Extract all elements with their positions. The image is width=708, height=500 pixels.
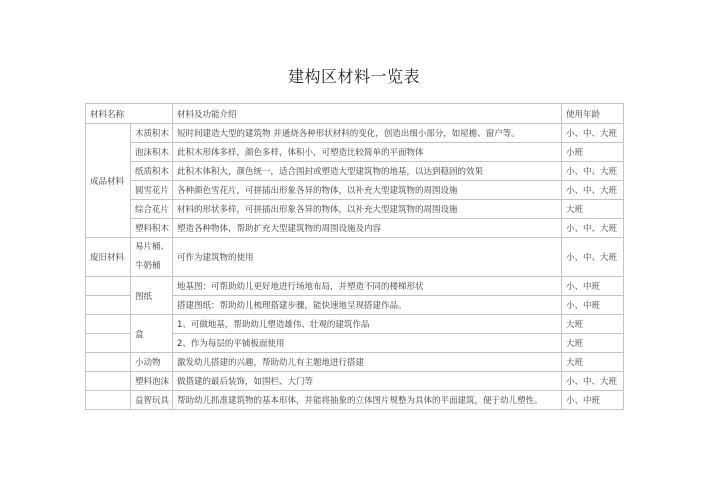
item-intro: 搭建图纸：帮助幼儿梳理搭建步骤，能快速地呈现搭建作品。 xyxy=(173,296,562,315)
item-intro: 可作为建筑物的使用 xyxy=(173,238,562,277)
empty-category-cell xyxy=(86,353,131,372)
page-title: 建构区材料一览表 xyxy=(287,67,420,86)
item-intro: 激发幼儿搭建的兴趣，帮助幼儿有主题地进行搭建 xyxy=(173,353,562,372)
category-finished: 成品材料 xyxy=(86,124,131,238)
empty-category-cell xyxy=(86,277,131,296)
item-intro: 此积木体积大，颜色统一，适合围封或塑造大型建筑物的地基，以达到稳固的效果 xyxy=(173,162,562,181)
header-material-name: 材料名称 xyxy=(86,104,173,124)
table-row xyxy=(86,277,624,296)
item-name: 综合花片 xyxy=(131,200,173,219)
item-age: 小班 xyxy=(562,143,624,162)
table-row xyxy=(86,353,624,372)
item-intro: 此积木形体多样，颜色多样，体积小，可塑造比较简单的平面物体 xyxy=(173,143,562,162)
table-row xyxy=(86,238,624,277)
table-row xyxy=(86,162,624,181)
item-age: 小、中班 xyxy=(562,277,624,296)
table-row xyxy=(86,200,624,219)
table-row xyxy=(86,391,624,410)
empty-category-cell xyxy=(86,391,131,410)
item-age: 小、中、大班 xyxy=(562,124,624,143)
table-header-row xyxy=(86,104,624,124)
item-intro: 材料的形状多样，可拼插出形象各异的物体，以补充大型建筑物的周围设施 xyxy=(173,200,562,219)
item-age: 大班 xyxy=(562,334,624,353)
item-age: 小、中班 xyxy=(562,391,624,410)
item-intro: 短时间建造大型的建筑物 并通烧各种形状材料的变化，创造出细小部分，如屋檐、窗户等。 xyxy=(173,124,562,143)
item-intro: 塑造各种物体，帮助扩充大型建筑物的周围设施及内容 xyxy=(173,219,562,238)
item-name: 圆雪花片 xyxy=(131,181,173,200)
item-age: 大班 xyxy=(562,315,624,334)
item-name: 小动物 xyxy=(131,353,173,372)
materials-table xyxy=(85,103,624,410)
table-row xyxy=(86,315,624,334)
item-age: 大班 xyxy=(562,353,624,372)
item-intro: 帮助幼儿抓准建筑物的基本形体，并能将抽象的立体图片规整为具体的平面建筑，便于幼儿塑性。 xyxy=(173,391,562,410)
header-age: 使用年龄 xyxy=(562,104,624,124)
item-name-line1: 易片桶、 xyxy=(135,242,170,252)
category-waste: 废旧材料 xyxy=(86,238,131,277)
item-age: 小、中、大班 xyxy=(562,162,624,181)
item-name: 纸质积木 xyxy=(131,162,173,181)
item-intro: 地基图：可帮助幼儿更好地进行场地布局，并塑造不同的楼梯形状 xyxy=(173,277,562,296)
item-intro: 2、作为每层的平铺板面使用 xyxy=(173,334,562,353)
empty-category-cell xyxy=(86,296,131,315)
item-intro: 做搭建的最后装饰，如围栏、大门等 xyxy=(173,372,562,391)
item-age: 小、中、大班 xyxy=(562,219,624,238)
item-name: 盒 xyxy=(131,315,173,353)
item-name: 塑料积木 xyxy=(131,219,173,238)
empty-category-cell xyxy=(86,315,131,334)
item-name: 木质积木 xyxy=(131,124,173,143)
empty-category-cell xyxy=(86,334,131,353)
item-name: 图纸 xyxy=(131,277,173,315)
table-row xyxy=(86,372,624,391)
item-name-line2: 牛奶桶 xyxy=(135,261,161,271)
empty-category-cell xyxy=(86,372,131,391)
table-row xyxy=(86,219,624,238)
table-row xyxy=(86,181,624,200)
item-age: 小、中、大班 xyxy=(562,181,624,200)
item-age: 小、中、大班 xyxy=(562,238,624,277)
item-age: 小、中班 xyxy=(562,296,624,315)
item-age: 大班 xyxy=(562,200,624,219)
item-name: 益智玩具 xyxy=(131,391,173,410)
item-intro: 1、可做地基，帮助幼儿塑造雄伟、壮观的建筑作品 xyxy=(173,315,562,334)
item-age: 小、中、大班 xyxy=(562,372,624,391)
item-name xyxy=(131,238,173,277)
item-name: 塑料泡沫 xyxy=(131,372,173,391)
table-row xyxy=(86,124,624,143)
table-row xyxy=(86,143,624,162)
item-name: 泡沫积木 xyxy=(131,143,173,162)
header-material-intro: 材料及功能介绍 xyxy=(173,104,562,124)
item-intro: 各种颜色雪花片，可拼插出形象各异的物体，以补充大型建筑物的周围设施 xyxy=(173,181,562,200)
